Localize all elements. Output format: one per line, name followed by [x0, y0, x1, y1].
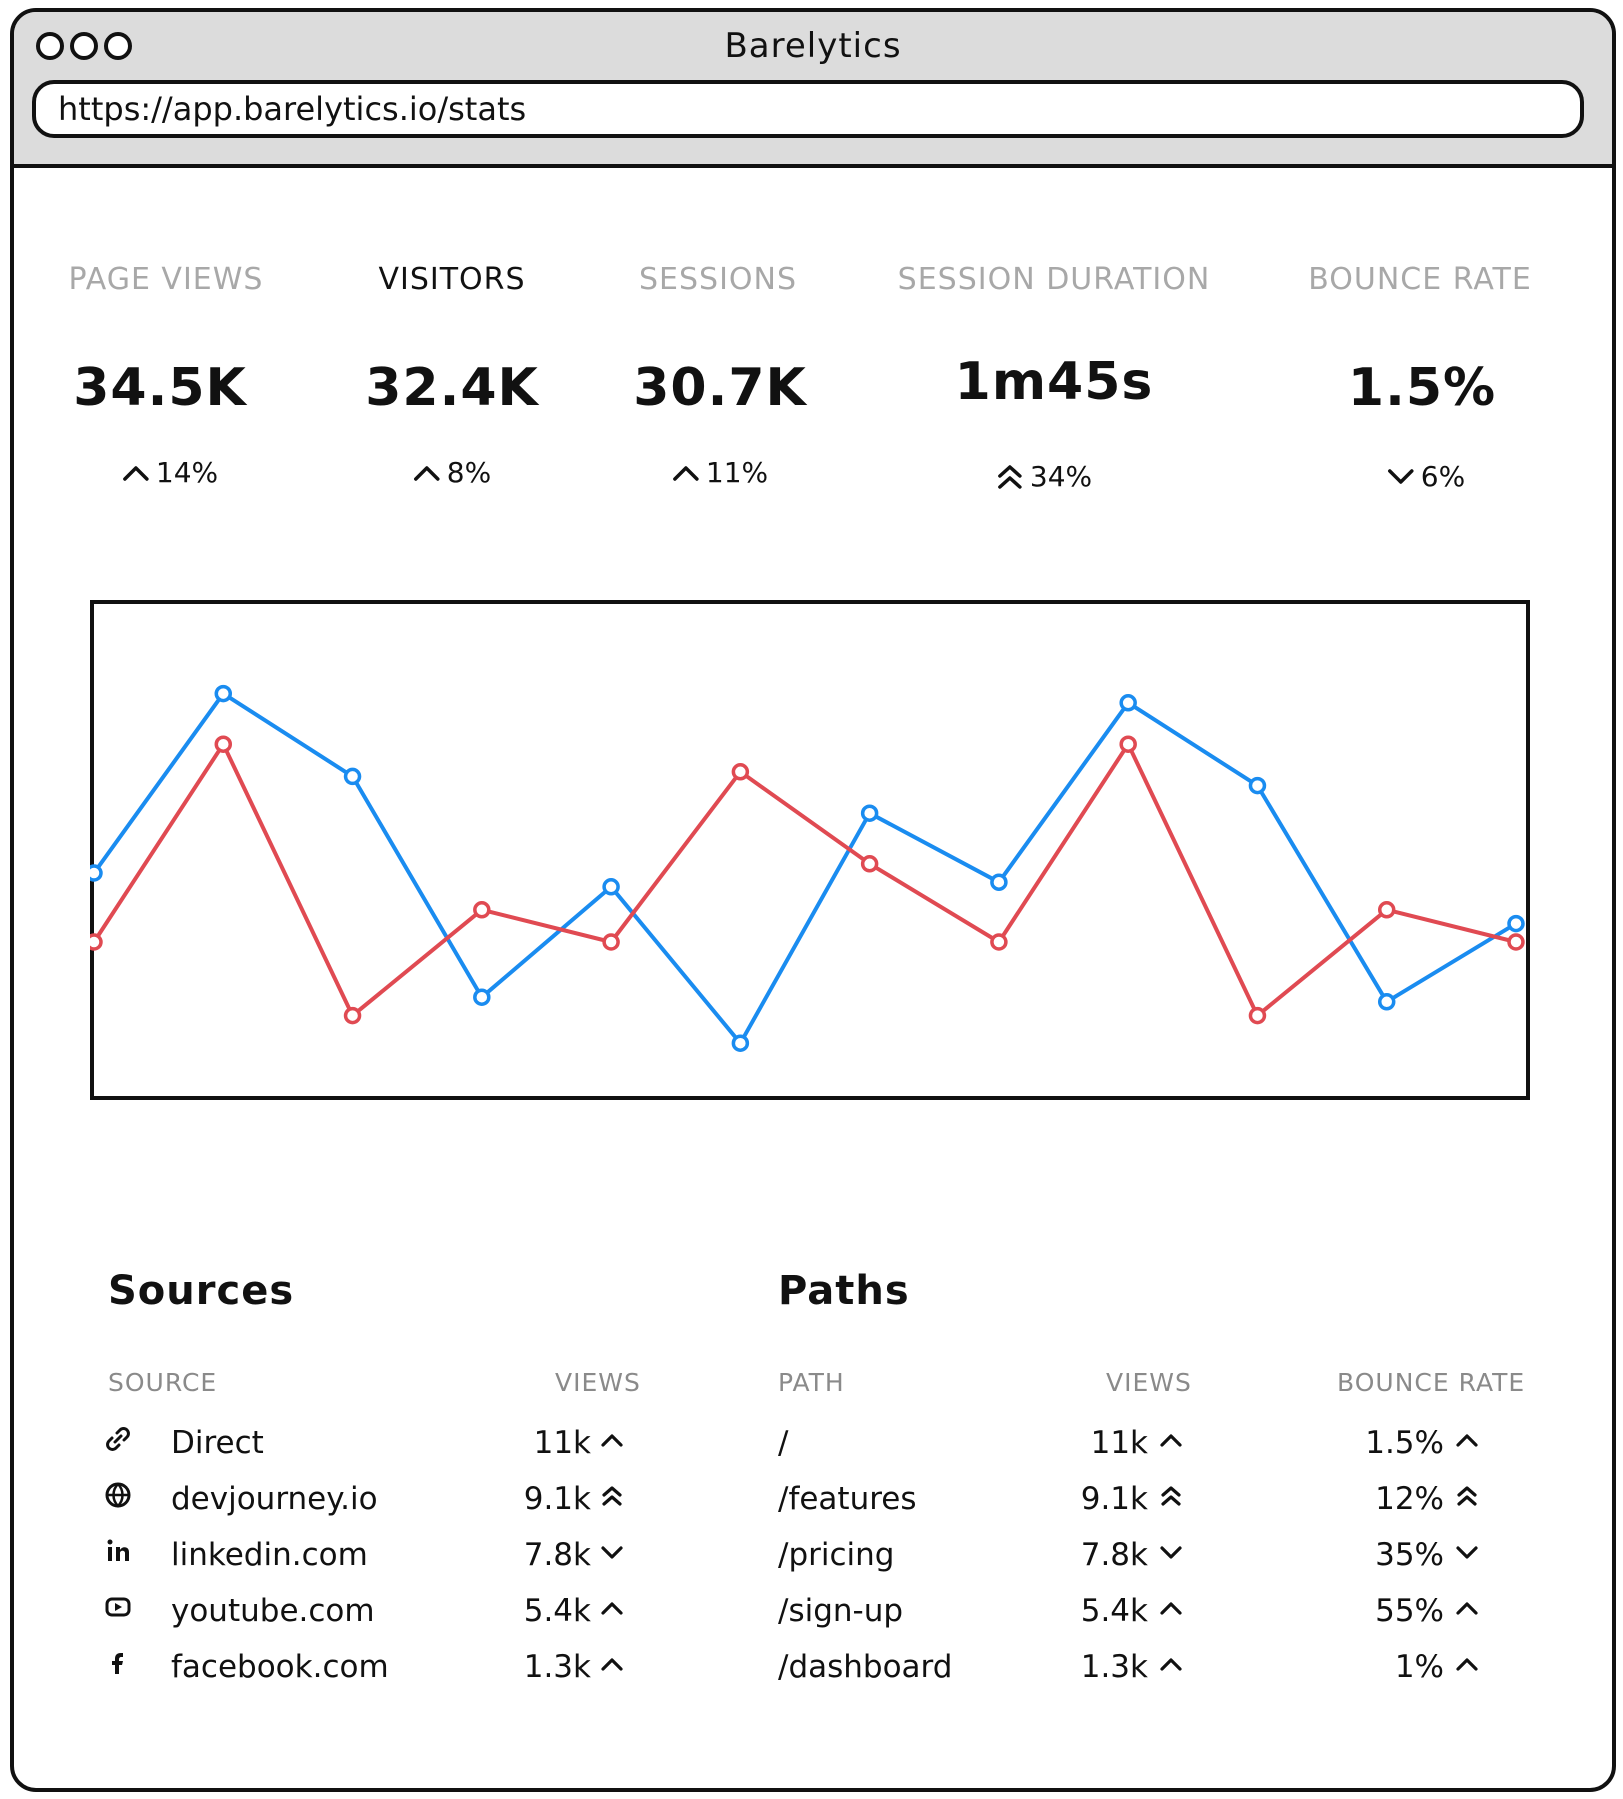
source-name: facebook.com — [171, 1649, 389, 1685]
path-name: / — [778, 1425, 789, 1461]
data-point-red[interactable] — [90, 935, 101, 949]
metric-change — [413, 456, 491, 489]
double-arrow-up-icon — [996, 463, 1024, 491]
data-point-blue[interactable] — [733, 1036, 747, 1050]
arrow-up-icon — [1454, 1596, 1480, 1622]
linkedin-icon — [105, 1538, 131, 1568]
path-bounce-rate: 1% — [1394, 1649, 1444, 1685]
views-trend-indicator — [1158, 1596, 1184, 1626]
double-arrow-up-icon — [599, 1484, 625, 1510]
paths-title: Paths — [778, 1268, 910, 1314]
path-views: 1.3k — [1080, 1649, 1148, 1685]
source-row[interactable] — [105, 1474, 645, 1524]
source-row[interactable] — [105, 1586, 645, 1636]
path-name: /sign-up — [778, 1593, 904, 1629]
metric-change — [996, 460, 1092, 493]
path-bounce-rate: 55% — [1375, 1593, 1444, 1629]
views-trend-indicator — [1158, 1652, 1184, 1682]
source-views: 7.8k — [523, 1537, 591, 1573]
source-views: 1.3k — [523, 1649, 591, 1685]
metric-value: 30.7K — [633, 358, 807, 418]
bounce-trend-indicator — [1454, 1428, 1480, 1458]
metric-label: PAGE VIEWS — [68, 262, 264, 297]
metric-label: BOUNCE RATE — [1308, 262, 1532, 297]
data-point-blue[interactable] — [1380, 995, 1394, 1009]
sources-title: Sources — [108, 1268, 295, 1314]
arrow-up-icon — [413, 463, 441, 483]
sources-header-views: VIEWS — [555, 1368, 641, 1397]
arrow-down-icon — [1158, 1540, 1184, 1566]
trend-indicator — [599, 1428, 625, 1458]
metric-value: 34.5K — [73, 358, 247, 418]
source-name: linkedin.com — [171, 1537, 368, 1573]
arrow-up-icon — [1454, 1428, 1480, 1454]
path-views: 11k — [1090, 1425, 1148, 1461]
trend-indicator — [599, 1652, 625, 1682]
bounce-trend-indicator — [1454, 1596, 1480, 1626]
data-point-red[interactable] — [863, 857, 877, 871]
source-views: 5.4k — [523, 1593, 591, 1629]
path-row[interactable] — [778, 1530, 1518, 1580]
data-point-blue[interactable] — [216, 687, 230, 701]
arrow-down-icon — [599, 1540, 625, 1566]
arrow-up-icon — [599, 1652, 625, 1678]
path-views: 5.4k — [1080, 1593, 1148, 1629]
path-row[interactable] — [778, 1418, 1518, 1468]
path-row[interactable] — [778, 1474, 1518, 1524]
metric-change — [122, 456, 218, 489]
data-point-red[interactable] — [1121, 737, 1135, 751]
metric-value: 32.4K — [365, 358, 539, 418]
metric-value: 1m45s — [954, 352, 1154, 412]
arrow-up-icon — [1158, 1428, 1184, 1454]
arrow-down-icon — [1454, 1540, 1480, 1566]
bounce-trend-indicator — [1454, 1540, 1480, 1570]
path-bounce-rate: 1.5% — [1365, 1425, 1444, 1461]
link-icon — [105, 1426, 131, 1456]
metric-change-value: 8% — [446, 456, 492, 489]
metric-change-value: 11% — [705, 456, 769, 489]
metric-label: VISITORS — [378, 262, 526, 297]
series-line-red — [94, 744, 1516, 1015]
data-point-blue[interactable] — [1509, 917, 1523, 931]
data-point-blue[interactable] — [992, 875, 1006, 889]
data-point-blue[interactable] — [90, 866, 101, 880]
bounce-trend-indicator — [1454, 1652, 1480, 1682]
arrow-up-icon — [122, 463, 150, 483]
series-line-blue — [94, 694, 1516, 1044]
arrow-up-icon — [672, 463, 700, 483]
paths-header-views: VIEWS — [1106, 1368, 1192, 1397]
data-point-red[interactable] — [475, 903, 489, 917]
data-point-blue[interactable] — [604, 880, 618, 894]
metric-label: SESSION DURATION — [897, 262, 1211, 297]
arrow-up-icon — [1454, 1652, 1480, 1678]
path-views: 9.1k — [1080, 1481, 1148, 1517]
data-point-red[interactable] — [1509, 935, 1523, 949]
data-point-red[interactable] — [1380, 903, 1394, 917]
data-point-blue[interactable] — [863, 806, 877, 820]
data-point-red[interactable] — [1250, 1009, 1264, 1023]
traffic-line-chart — [90, 600, 1530, 1100]
source-row[interactable] — [105, 1530, 645, 1580]
views-trend-indicator — [1158, 1428, 1184, 1458]
paths-header-bounce: BOUNCE RATE — [1337, 1368, 1526, 1397]
arrow-up-icon — [599, 1428, 625, 1454]
arrow-up-icon — [599, 1596, 625, 1622]
data-point-red[interactable] — [604, 935, 618, 949]
metric-value: 1.5% — [1347, 358, 1497, 418]
path-views: 7.8k — [1080, 1537, 1148, 1573]
views-trend-indicator — [1158, 1540, 1184, 1570]
data-point-red[interactable] — [216, 737, 230, 751]
source-views: 9.1k — [523, 1481, 591, 1517]
metric-change-value: 34% — [1029, 460, 1093, 493]
data-point-red[interactable] — [346, 1009, 360, 1023]
sources-header-source: SOURCE — [108, 1368, 218, 1397]
source-row[interactable] — [105, 1642, 645, 1692]
source-name: Direct — [171, 1425, 264, 1461]
facebook-icon — [105, 1650, 131, 1680]
paths-header-path: PATH — [778, 1368, 845, 1397]
data-point-blue[interactable] — [1121, 696, 1135, 710]
source-name: youtube.com — [171, 1593, 375, 1629]
title-bar — [14, 12, 1612, 168]
metric-change — [672, 456, 768, 489]
data-point-blue[interactable] — [1250, 779, 1264, 793]
path-bounce-rate: 12% — [1375, 1481, 1444, 1517]
path-name: /pricing — [778, 1537, 895, 1573]
arrow-up-icon — [1158, 1652, 1184, 1678]
trend-indicator — [599, 1596, 625, 1626]
trend-indicator — [599, 1540, 625, 1570]
data-point-blue[interactable] — [475, 990, 489, 1004]
views-trend-indicator — [1158, 1484, 1184, 1514]
path-row[interactable] — [778, 1642, 1518, 1692]
path-row[interactable] — [778, 1586, 1518, 1636]
window-title: Barelytics — [724, 26, 902, 66]
path-name: /features — [778, 1481, 917, 1517]
bounce-trend-indicator — [1454, 1484, 1480, 1514]
path-name: /dashboard — [778, 1649, 953, 1685]
source-views: 11k — [533, 1425, 591, 1461]
source-name: devjourney.io — [171, 1481, 378, 1517]
youtube-icon — [105, 1594, 131, 1624]
metric-label: SESSIONS — [638, 262, 798, 297]
arrow-down-icon — [1387, 467, 1415, 487]
chart-frame — [92, 602, 1528, 1098]
address-bar[interactable]: https://app.barelytics.io/stats — [32, 80, 1584, 138]
trend-indicator — [599, 1484, 625, 1514]
metric-change-value: 6% — [1420, 460, 1466, 493]
path-bounce-rate: 35% — [1375, 1537, 1444, 1573]
data-point-blue[interactable] — [346, 769, 360, 783]
metric-change-value: 14% — [155, 456, 219, 489]
metric-change — [1387, 460, 1465, 493]
data-point-red[interactable] — [992, 935, 1006, 949]
source-row[interactable] — [105, 1418, 645, 1468]
globe-icon — [105, 1482, 131, 1512]
data-point-red[interactable] — [733, 765, 747, 779]
arrow-up-icon — [1158, 1596, 1184, 1622]
double-arrow-up-icon — [1158, 1484, 1184, 1510]
double-arrow-up-icon — [1454, 1484, 1480, 1510]
